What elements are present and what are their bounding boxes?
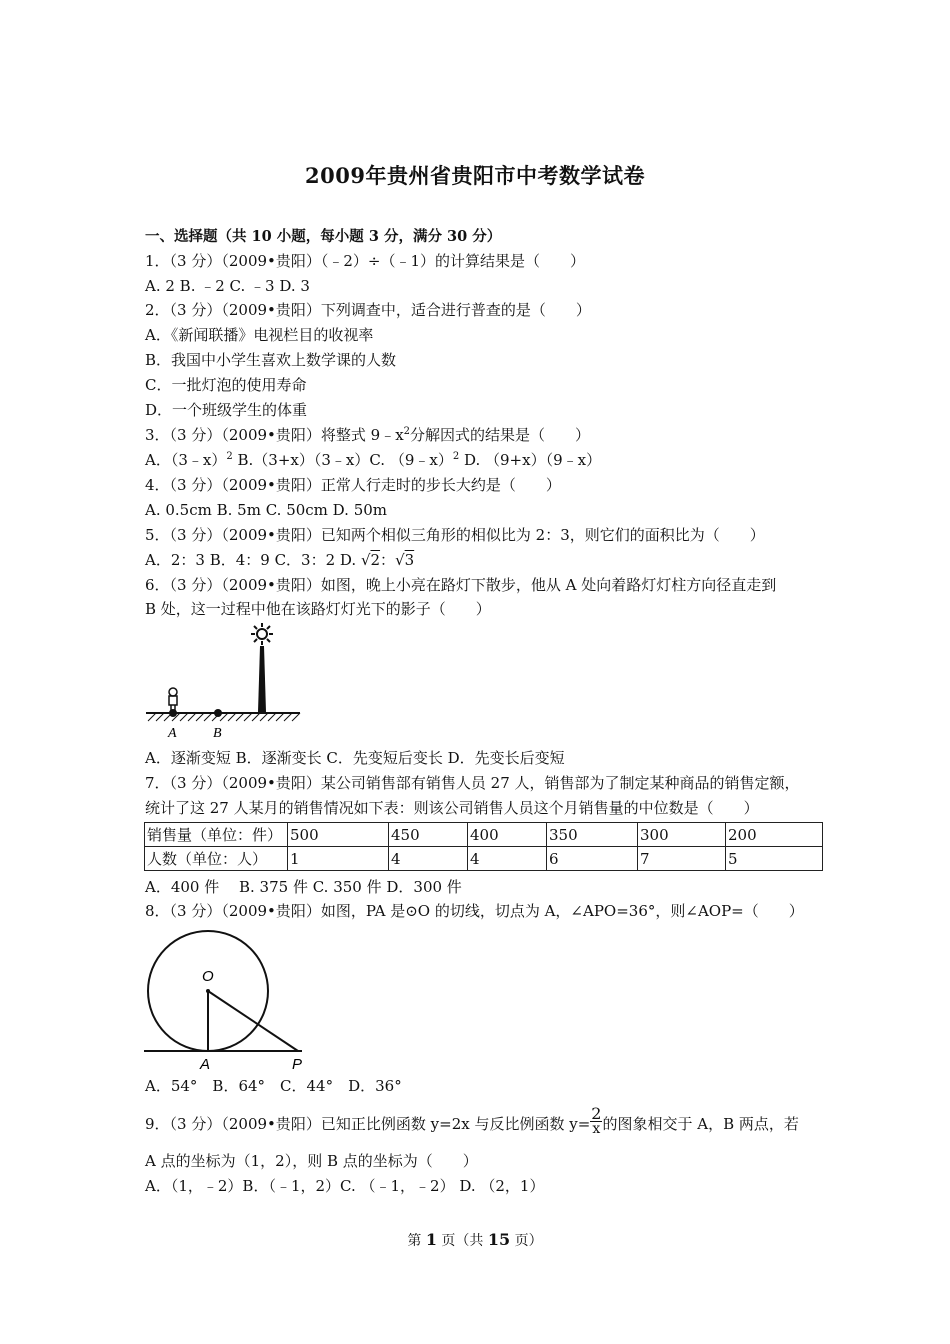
question-7-line-1: 7．（3 分）（2009•贵阳）某公司销售部有销售人员 27 人，销售部为了制定某种商品的销售定额， — [145, 774, 800, 792]
table-cell: 350 — [547, 823, 638, 847]
q5-colon: ： — [380, 551, 396, 569]
question-7-line-2: 统计了这 27 人某月的销售情况如下表：则该公司销售人员这个月销售量的中位数是（ ） — [145, 799, 759, 817]
q5-options-pre: A．2：3 B．4：9 C．3：2 D. — [145, 551, 361, 569]
point-b — [214, 709, 222, 717]
footer-mid: 页（共 — [436, 1233, 488, 1249]
sqrt-symbol: √ — [395, 551, 405, 569]
lamp-pole — [258, 646, 266, 712]
question-8-options: A．54° B．64° C．44° D．36° — [145, 1077, 402, 1095]
q3-opt-d: D. （9+x）（9﹣x） — [459, 451, 602, 469]
page-footer — [0, 1230, 950, 1250]
table-cell: 450 — [389, 823, 468, 847]
question-3-options — [145, 450, 601, 470]
table-cell: 200 — [726, 823, 823, 847]
q3-stem-post: 分解因式的结果是（ ） — [410, 426, 591, 444]
q9-stem-post: 的图象相交于 A，B 两点，若 — [602, 1115, 799, 1133]
table-row — [145, 823, 823, 847]
person-icon — [169, 688, 177, 711]
q3-stem-pre: 3．（3 分）（2009•贵阳）将整式 9﹣x — [145, 426, 404, 444]
table-row — [145, 847, 823, 871]
question-7-options: A．400 件 B. 375 件 C. 350 件 D．300 件 — [145, 878, 462, 896]
q5-sqrt-b: 3 — [404, 551, 415, 569]
q3-opt-c-sup: 2 — [452, 451, 460, 462]
q3-opt-bc: B.（3+x）（3﹣x）C. （9﹣x） — [232, 451, 453, 469]
fraction — [590, 1103, 602, 1137]
circle-tangent-figure — [140, 925, 320, 1073]
sales-table — [144, 822, 823, 871]
table-cell: 人数（单位：人） — [145, 847, 288, 871]
table-cell: 销售量（单位：件） — [145, 823, 288, 847]
table-cell: 7 — [638, 847, 726, 871]
question-6-options: A．逐渐变短 B．逐渐变长 C．先变短后变长 D．先变长后变短 — [145, 749, 565, 767]
question-3-stem — [145, 425, 590, 445]
table-cell: 300 — [638, 823, 726, 847]
question-6-line-2: B 处，这一过程中他在该路灯灯光下的影子（ ） — [145, 600, 491, 618]
footer-total-pages: 15 — [487, 1230, 511, 1249]
point-a — [169, 709, 177, 717]
q5-sqrt-a: 2 — [370, 551, 381, 569]
question-4-options: A. 0.5cm B. 5m C. 50cm D. 50m — [145, 501, 388, 519]
question-9-line-2: A 点的坐标为（1，2），则 B 点的坐标为（ ） — [145, 1152, 478, 1170]
footer-page-number: 1 — [425, 1230, 437, 1249]
lamp-icon — [251, 623, 273, 645]
streetlight-figure — [140, 620, 310, 745]
question-2-option-d: D．一个班级学生的体重 — [145, 401, 308, 419]
segment-op — [208, 991, 298, 1051]
question-1-stem: 1．（3 分）（2009•贵阳）（﹣2）÷（﹣1）的计算结果是（ ） — [145, 252, 586, 270]
fraction-numerator: 2 — [591, 1103, 602, 1123]
footer-pre: 第 — [407, 1233, 426, 1249]
table-cell: 4 — [468, 847, 547, 871]
label-o: O — [202, 968, 214, 985]
question-2-option-a: A．《新闻联播》电视栏目的收视率 — [145, 326, 374, 344]
question-6-line-1: 6．（3 分）（2009•贵阳）如图，晚上小亮在路灯下散步，他从 A 处向着路灯灯柱方向径直走到 — [145, 576, 777, 594]
q9-stem-pre: 9．（3 分）（2009•贵阳）已知正比例函数 y=2x 与反比例函数 y= — [145, 1115, 591, 1133]
page-title: 2009年贵州省贵阳市中考数学试卷 — [305, 163, 645, 188]
question-2-option-b: B．我国中小学生喜欢上数学课的人数 — [145, 351, 397, 369]
table-cell: 500 — [288, 823, 389, 847]
label-a: A — [200, 1056, 211, 1073]
section-heading: 一、选择题（共 10 小题，每小题 3 分，满分 30 分） — [145, 228, 502, 245]
footer-post: 页） — [510, 1233, 543, 1249]
question-8-stem: 8．（3 分）（2009•贵阳）如图，PA 是⊙O 的切线，切点为 A，∠APO=36°，则∠AOP=（ ） — [145, 902, 804, 920]
question-9-options: A．（1，﹣2）B．（﹣1，2）C. （﹣1，﹣2） D. （2，1） — [145, 1177, 545, 1195]
q3-opt-a-sup: 2 — [226, 451, 233, 462]
table-cell: 4 — [389, 847, 468, 871]
q3-opt-a: A．（3﹣x） — [145, 451, 227, 469]
question-5-stem: 5．（3 分）（2009•贵阳）已知两个相似三角形的相似比为 2：3，则它们的面积比为（ ） — [145, 526, 765, 544]
sqrt-symbol: √ — [360, 551, 371, 569]
label-b: B — [213, 726, 222, 741]
question-9-stem — [145, 1103, 799, 1137]
center-point — [206, 989, 210, 993]
question-2-stem: 2．（3 分）（2009•贵阳）下列调查中，适合进行普查的是（ ） — [145, 301, 591, 319]
question-1-options: A. 2 B. ﹣2 C. ﹣3 D. 3 — [145, 277, 310, 295]
table-cell: 5 — [726, 847, 823, 871]
table-cell: 1 — [288, 847, 389, 871]
table-cell: 400 — [468, 823, 547, 847]
question-2-option-c: C．一批灯泡的使用寿命 — [145, 376, 307, 394]
question-5-options — [145, 550, 414, 570]
question-4-stem: 4．（3 分）（2009•贵阳）正常人行走时的步长大约是（ ） — [145, 476, 561, 494]
table-cell: 6 — [547, 847, 638, 871]
label-p: P — [292, 1056, 303, 1073]
label-a: A — [168, 726, 177, 741]
q3-stem-sup: 2 — [403, 426, 411, 437]
fraction-denominator: x — [592, 1120, 601, 1137]
